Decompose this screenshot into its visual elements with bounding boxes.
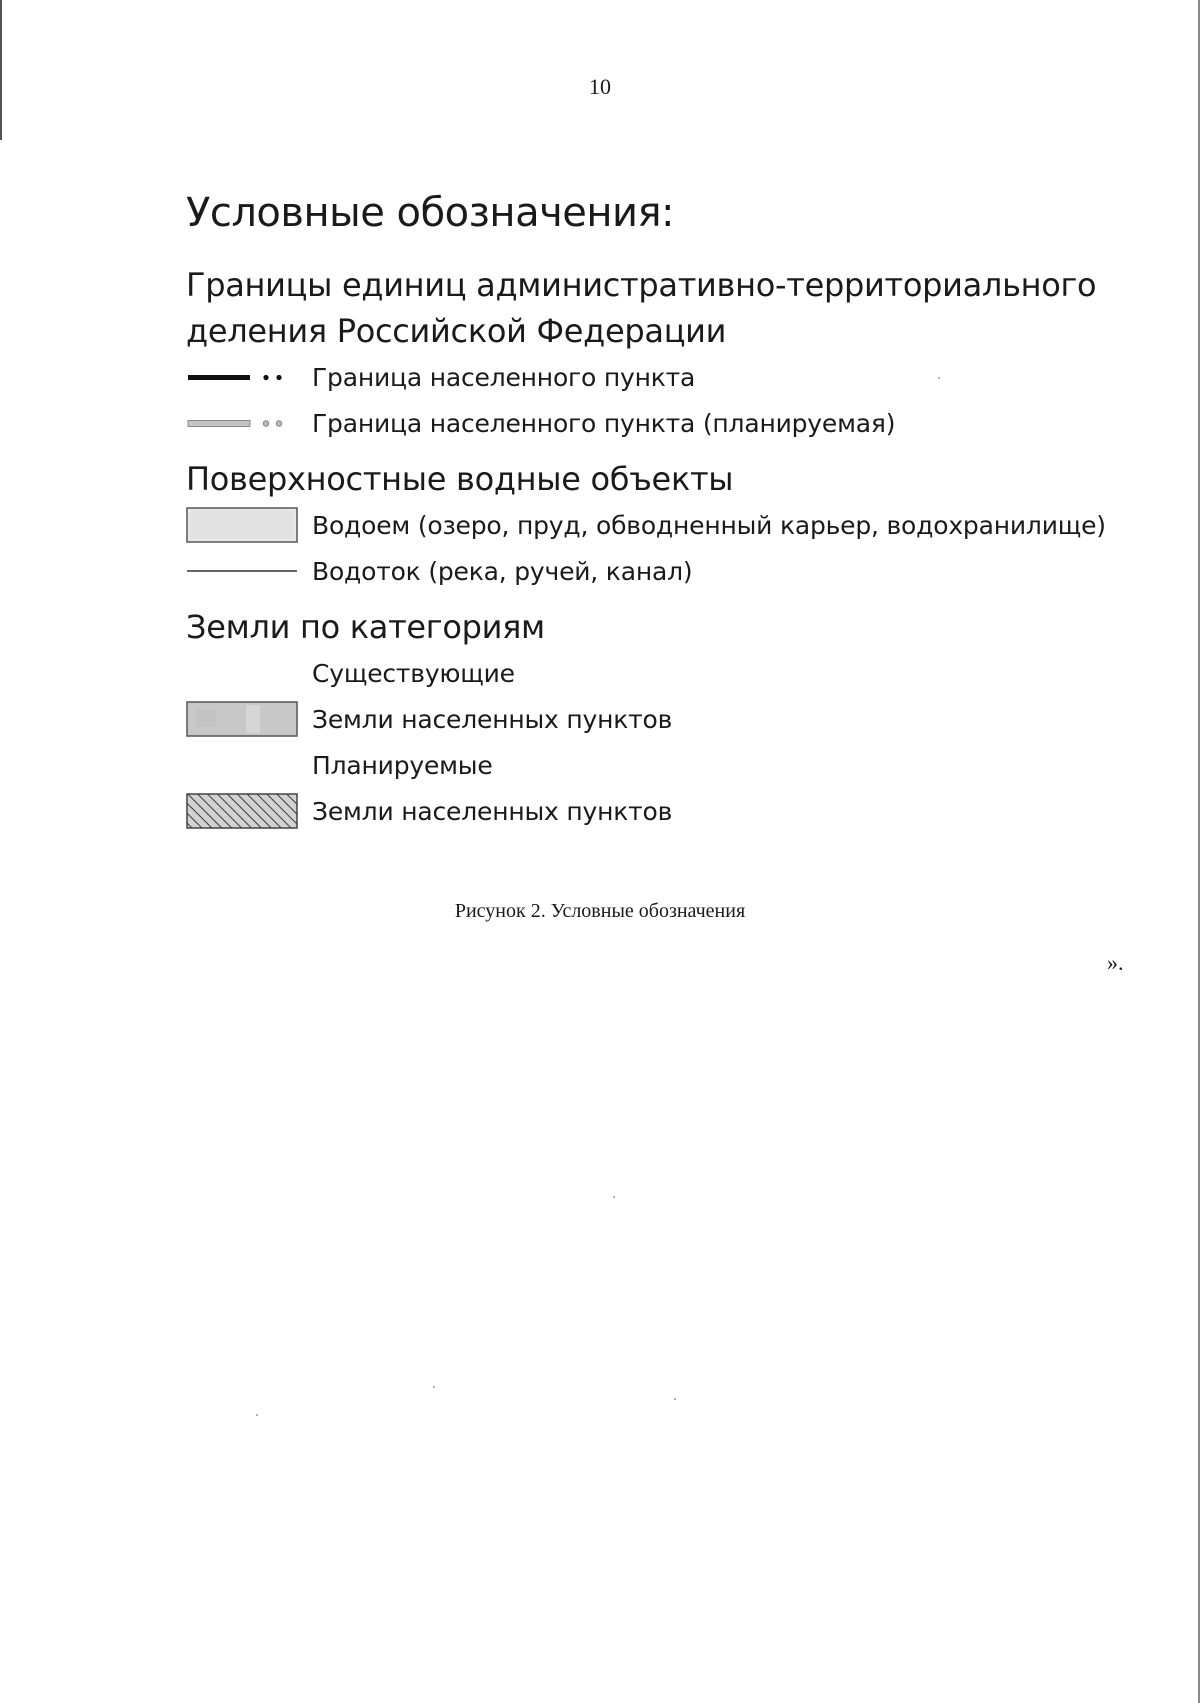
water-body-swatch-icon	[186, 507, 298, 543]
legend-item-label: Водоток (река, ручей, канал)	[312, 556, 693, 586]
legend-item-label: Земли населенных пунктов	[312, 704, 673, 734]
legend-item-label: Граница населенного пункта	[312, 362, 696, 392]
legend-item-water-body	[186, 502, 1106, 548]
legend-item-existing-settlement-land	[186, 696, 1106, 742]
boundaries-heading-line2: деления Российской Федерации	[186, 312, 727, 350]
lands-heading: Земли по категориям	[186, 608, 545, 646]
existing-subheading-row	[186, 650, 1106, 696]
legend-item-label: Водоем (озеро, пруд, обводненный карьер, водохранилище)	[312, 510, 1106, 540]
scan-speck	[433, 1386, 435, 1388]
page-number: 10	[589, 74, 611, 99]
existing-subheading: Существующие	[312, 658, 515, 688]
legend	[186, 190, 1106, 834]
watercourse-line-icon	[186, 556, 298, 586]
hatched-settlement-land-swatch-icon	[186, 793, 298, 829]
settlement-land-swatch-icon	[186, 701, 298, 737]
water-heading: Поверхностные водные объекты	[186, 460, 734, 498]
solid-boundary-line-icon	[186, 362, 298, 392]
scan-speck	[613, 1196, 615, 1198]
planned-boundary-line-icon	[186, 408, 298, 438]
legend-item-label: Граница населенного пункта (планируемая)	[312, 408, 896, 438]
planned-subheading-row	[186, 742, 1106, 788]
legend-item-watercourse	[186, 548, 1106, 594]
planned-subheading: Планируемые	[312, 750, 493, 780]
scan-speck	[674, 1398, 676, 1400]
closing-quote: ».	[1107, 950, 1124, 975]
legend-item-planned-settlement-boundary	[186, 400, 1106, 446]
legend-title: Условные обозначения:	[186, 190, 675, 236]
figure-caption: Рисунок 2. Условные обозначения	[454, 900, 746, 922]
scan-speck	[256, 1414, 258, 1416]
legend-item-label: Земли населенных пунктов	[312, 796, 673, 826]
boundaries-heading-line1: Границы единиц административно-территориального	[186, 266, 1097, 304]
legend-item-settlement-boundary	[186, 354, 1106, 400]
legend-item-planned-settlement-land	[186, 788, 1106, 834]
scan-speck	[938, 377, 940, 379]
page-edge-left	[0, 0, 2, 140]
